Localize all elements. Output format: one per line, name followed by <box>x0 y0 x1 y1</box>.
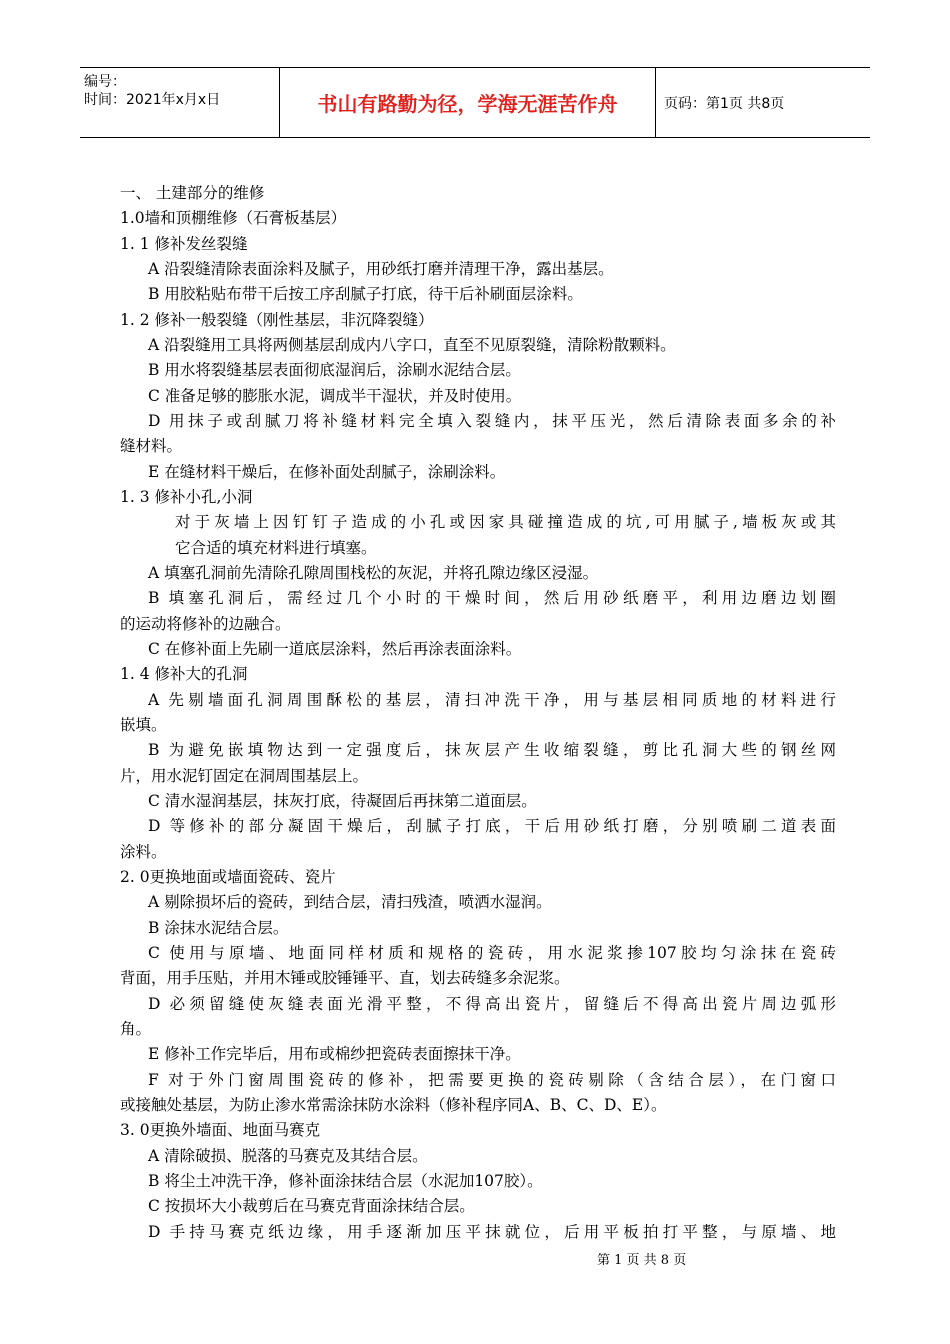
paragraph-line: A 清除破损、脱落的马赛克及其结合层。 <box>148 1147 428 1165</box>
paragraph-line: A 先剔墙面孔洞周围酥松的基层，清扫冲洗干净，用与基层相同质地的材料进行 <box>148 691 836 709</box>
paragraph-line: 它合适的填充材料进行填塞。 <box>175 539 377 557</box>
paragraph-line: A 填塞孔洞前先清除孔隙周围栈松的灰泥，并将孔隙边缘区浸湿。 <box>148 564 599 582</box>
item-heading: 1. 1 修补发丝裂缝 <box>120 235 248 253</box>
document-time-label: 时间：2021年x月x日 <box>84 92 221 108</box>
header-motto: 书山有路勤为径，学海无涯苦作舟 <box>280 68 656 137</box>
section-heading: 一、 土建部分的维修 <box>120 184 265 202</box>
paragraph-line: 片，用水泥钉固定在洞周围基层上。 <box>120 767 369 785</box>
paragraph-line: A 沿裂缝清除表面涂料及腻子，用砂纸打磨并清理干净，露出基层。 <box>148 260 614 278</box>
item-heading: 1. 4 修补大的孔洞 <box>120 665 248 683</box>
paragraph-line: C 准备足够的膨胀水泥，调成半干湿状，并及时使用。 <box>148 387 522 405</box>
paragraph-line: E 在缝材料干燥后，在修补面处刮腻子，涂刷涂料。 <box>148 463 506 481</box>
item-heading: 1. 3 修补小孔,小洞 <box>120 488 253 506</box>
subsection-heading: 1.0墙和顶棚维修（石膏板基层） <box>120 209 347 227</box>
header-meta <box>80 68 280 137</box>
header-table <box>80 67 870 138</box>
paragraph-line: B 用胶粘贴布带干后按工序刮腻子打底，待干后补刷面层涂料。 <box>148 285 583 303</box>
paragraph-line: 或接触处基层，为防止渗水常需涂抹防水涂料（修补程序同A、B、C、D、E）。 <box>120 1096 667 1114</box>
paragraph-line: B 将尘土冲洗干净，修补面涂抹结合层（水泥加107胶）。 <box>148 1172 543 1190</box>
document-number-label: 编号： <box>84 74 126 90</box>
subsection-heading: 2. 0更换地面或墙面瓷砖、瓷片 <box>120 868 336 886</box>
paragraph-line: 涂料。 <box>120 843 167 861</box>
paragraph-line: 嵌填。 <box>120 716 167 734</box>
paragraph-line: D 手持马赛克纸边缘，用手逐渐加压平抹就位，后用平板拍打平整，与原墙、地 <box>148 1223 836 1241</box>
paragraph-line: D 用抹子或刮腻刀将补缝材料完全填入裂缝内，抹平压光，然后清除表面多余的补 <box>148 412 836 430</box>
paragraph-line: C 按损坏大小裁剪后在马赛克背面涂抹结合层。 <box>148 1197 475 1215</box>
paragraph-line: B 用水将裂缝基层表面彻底湿润后，涂刷水泥结合层。 <box>148 361 521 379</box>
paragraph-line: D 等修补的部分凝固干燥后，刮腻子打底，干后用砂纸打磨，分别喷刷二道表面 <box>148 817 836 835</box>
paragraph-line: 缝材料。 <box>120 437 183 455</box>
header-page-number: 页码：第1页 共8页 <box>664 95 785 112</box>
paragraph-line: F 对于外门窗周围瓷砖的修补，把需要更换的瓷砖剔除（含结合层），在门窗口 <box>148 1071 836 1089</box>
paragraph-line: B 涂抹水泥结合层。 <box>148 919 289 937</box>
paragraph-line: 角。 <box>120 1020 152 1038</box>
paragraph-line: A 沿裂缝用工具将两侧基层刮成内八字口，直至不见原裂缝，清除粉散颗料。 <box>148 336 676 354</box>
paragraph-line: C 清水湿润基层，抹灰打底，待凝固后再抹第二道面层。 <box>148 792 537 810</box>
paragraph-line: 对于灰墙上因钉钉子造成的小孔或因家具碰撞造成的坑,可用腻子,墙板灰或其 <box>175 513 836 531</box>
subsection-heading: 3. 0更换外墙面、地面马赛克 <box>120 1121 321 1139</box>
page-footer: 第 1 页 共 8 页 <box>597 1253 687 1268</box>
paragraph-line: 的运动将修补的边融合。 <box>120 615 291 633</box>
paragraph-line: C 使用与原墙、地面同样材质和规格的瓷砖，用水泥浆掺107胶均匀涂抹在瓷砖 <box>148 944 836 962</box>
paragraph-line: A 剔除损坏后的瓷砖，到结合层，清扫残渣，喷洒水湿润。 <box>148 893 552 911</box>
item-heading: 1. 2 修补一般裂缝（刚性基层，非沉降裂缝） <box>120 311 434 329</box>
paragraph-line: C 在修补面上先刷一道底层涂料，然后再涂表面涂料。 <box>148 640 522 658</box>
paragraph-line: B 填塞孔洞后，需经过几个小时的干燥时间，然后用砂纸磨平，利用边磨边划圈 <box>148 589 836 607</box>
paragraph-line: E 修补工作完毕后，用布或棉纱把瓷砖表面擦抹干净。 <box>148 1045 521 1063</box>
paragraph-line: 背面，用手压贴，并用木锤或胶锤锤平、直，划去砖缝多余泥浆。 <box>120 969 570 987</box>
paragraph-line: D 必须留缝使灰缝表面光滑平整，不得高出瓷片，留缝后不得高出瓷片周边弧形 <box>148 995 836 1013</box>
paragraph-line: B 为避免嵌填物达到一定强度后，抹灰层产生收缩裂缝，剪比孔洞大些的钢丝网 <box>148 741 836 759</box>
